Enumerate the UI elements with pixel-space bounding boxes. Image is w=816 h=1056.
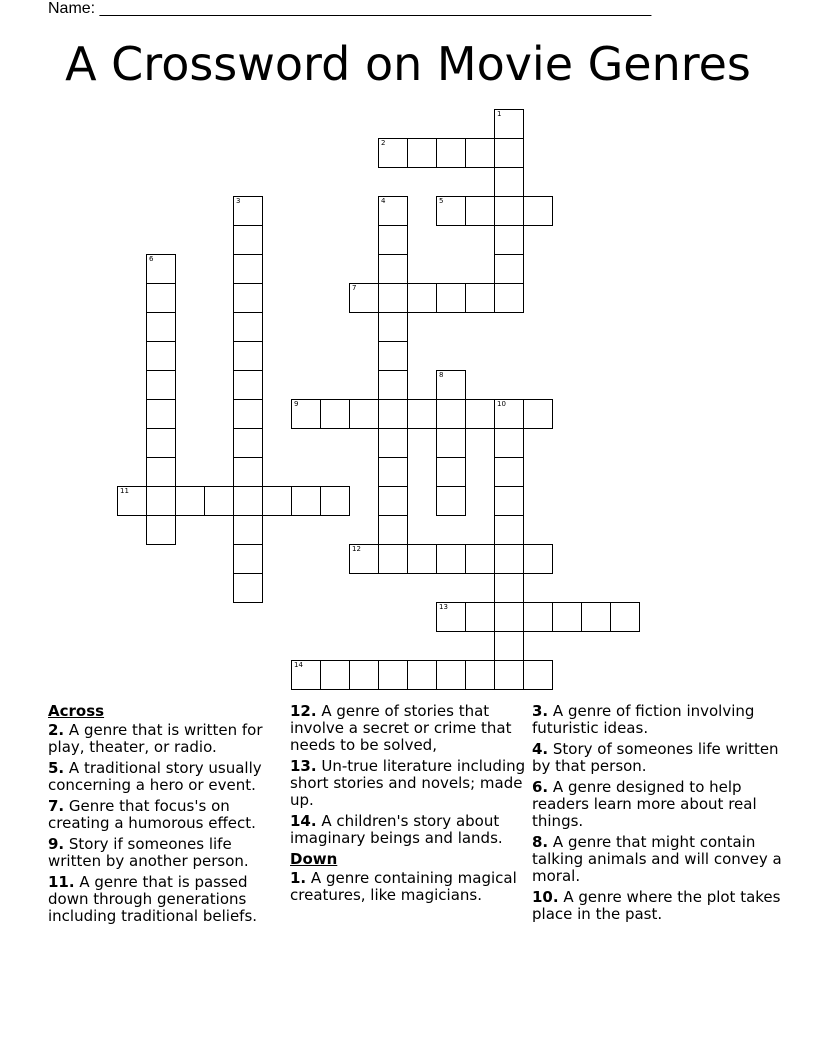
crossword-cell[interactable] bbox=[349, 544, 379, 574]
crossword-cell[interactable] bbox=[233, 254, 263, 284]
crossword-cell[interactable] bbox=[378, 341, 408, 371]
crossword-cell[interactable] bbox=[378, 138, 408, 168]
crossword-cell[interactable] bbox=[146, 486, 176, 516]
clue-across-11: 11. A genre that is passed down through generations including traditional beliefs. bbox=[48, 873, 258, 925]
crossword-cell[interactable] bbox=[436, 660, 466, 690]
crossword-cell[interactable] bbox=[146, 457, 176, 487]
crossword-cell[interactable] bbox=[349, 660, 379, 690]
crossword-cell[interactable] bbox=[320, 660, 350, 690]
crossword-cell[interactable] bbox=[291, 399, 321, 429]
crossword-cell[interactable] bbox=[378, 660, 408, 690]
clue-number: 10 bbox=[497, 400, 506, 408]
crossword-cell[interactable] bbox=[610, 602, 640, 632]
clue-number: 8 bbox=[439, 371, 444, 379]
crossword-cell[interactable] bbox=[233, 544, 263, 574]
crossword-cell[interactable] bbox=[175, 486, 205, 516]
clue-across-13: 13. Un-true literature including short stories and novels; made up. bbox=[290, 757, 526, 809]
crossword-cell[interactable] bbox=[407, 399, 437, 429]
crossword-cell[interactable] bbox=[494, 631, 524, 661]
crossword-cell[interactable] bbox=[233, 283, 263, 313]
crossword-cell[interactable] bbox=[378, 428, 408, 458]
crossword-cell[interactable] bbox=[436, 196, 466, 226]
crossword-cell[interactable] bbox=[494, 602, 524, 632]
crossword-cell[interactable] bbox=[465, 544, 495, 574]
clues-column-2 bbox=[290, 700, 528, 908]
crossword-cell[interactable] bbox=[146, 399, 176, 429]
clue-across-9: 9. Story if someones life written by another person. bbox=[48, 835, 249, 870]
crossword-cell[interactable] bbox=[494, 138, 524, 168]
crossword-cell[interactable] bbox=[494, 457, 524, 487]
crossword-cell[interactable] bbox=[233, 370, 263, 400]
crossword-cell[interactable] bbox=[494, 486, 524, 516]
clues-column-3 bbox=[532, 700, 782, 927]
crossword-cell[interactable] bbox=[494, 660, 524, 690]
crossword-cell[interactable] bbox=[146, 283, 176, 313]
clue-number: 9 bbox=[294, 400, 299, 408]
crossword-cell[interactable] bbox=[146, 428, 176, 458]
crossword-cell[interactable] bbox=[494, 544, 524, 574]
crossword-cell[interactable] bbox=[233, 341, 263, 371]
clues-column-1 bbox=[48, 700, 286, 929]
crossword-cell[interactable] bbox=[320, 486, 350, 516]
crossword-cell[interactable] bbox=[233, 486, 263, 516]
crossword-cell[interactable] bbox=[465, 602, 495, 632]
crossword-cell[interactable] bbox=[465, 660, 495, 690]
clue-across-7: 7. Genre that focus's on creating a humorous effect. bbox=[48, 797, 256, 832]
crossword-cell[interactable] bbox=[146, 254, 176, 284]
crossword-cell[interactable] bbox=[552, 602, 582, 632]
crossword-cell[interactable] bbox=[291, 486, 321, 516]
crossword-cell[interactable] bbox=[494, 196, 524, 226]
crossword-cell[interactable] bbox=[436, 602, 466, 632]
crossword-cell[interactable] bbox=[378, 544, 408, 574]
clue-number: 4 bbox=[381, 197, 386, 205]
clue-across-5: 5. A traditional story usually concerning a hero or event. bbox=[48, 759, 262, 794]
crossword-cell[interactable] bbox=[146, 341, 176, 371]
clue-number: 5 bbox=[439, 197, 444, 205]
crossword-cell[interactable] bbox=[436, 486, 466, 516]
crossword-cell[interactable] bbox=[378, 196, 408, 226]
crossword-cell[interactable] bbox=[233, 573, 263, 603]
clue-down-1: 1. A genre containing magical creatures, like magicians. bbox=[290, 869, 517, 904]
crossword-cell[interactable] bbox=[378, 283, 408, 313]
clue-number: 13 bbox=[439, 603, 448, 611]
crossword-cell[interactable] bbox=[378, 515, 408, 545]
clue-across-14: 14. A children's story about imaginary beings and lands. bbox=[290, 812, 503, 847]
crossword-cell[interactable] bbox=[233, 399, 263, 429]
crossword-cell[interactable] bbox=[523, 544, 553, 574]
clue-down-4: 4. Story of someones life written by that person. bbox=[532, 740, 779, 775]
crossword-cell[interactable] bbox=[378, 399, 408, 429]
clue-number: 11 bbox=[120, 487, 129, 495]
crossword-cell[interactable] bbox=[494, 573, 524, 603]
crossword-cell[interactable] bbox=[349, 399, 379, 429]
crossword-cell[interactable] bbox=[146, 370, 176, 400]
crossword-cell[interactable] bbox=[407, 544, 437, 574]
clue-number: 1 bbox=[497, 110, 502, 118]
crossword-cell[interactable] bbox=[378, 486, 408, 516]
crossword-cell[interactable] bbox=[465, 138, 495, 168]
clue-down-3: 3. A genre of fiction involving futuristic ideas. bbox=[532, 702, 755, 737]
crossword-cell[interactable] bbox=[494, 109, 524, 139]
down-heading: Down bbox=[290, 850, 338, 868]
clue-down-10: 10. A genre where the plot takes place in the past. bbox=[532, 888, 781, 923]
crossword-cell[interactable] bbox=[233, 225, 263, 255]
crossword-cell[interactable] bbox=[436, 428, 466, 458]
crossword-cell[interactable] bbox=[494, 167, 524, 197]
crossword-cell[interactable] bbox=[436, 370, 466, 400]
crossword-cell[interactable] bbox=[523, 399, 553, 429]
crossword-cell[interactable] bbox=[523, 602, 553, 632]
across-heading: Across bbox=[48, 702, 105, 720]
crossword-cell[interactable] bbox=[233, 196, 263, 226]
crossword-cell[interactable] bbox=[494, 515, 524, 545]
crossword-cell[interactable] bbox=[233, 457, 263, 487]
page-title: A Crossword on Movie Genres bbox=[65, 37, 751, 91]
clue-down-6: 6. A genre designed to help readers learn more about real things. bbox=[532, 778, 757, 830]
crossword-cell[interactable] bbox=[407, 283, 437, 313]
crossword-cell[interactable] bbox=[262, 486, 292, 516]
clue-number: 3 bbox=[236, 197, 241, 205]
crossword-cell[interactable] bbox=[494, 225, 524, 255]
clue-number: 7 bbox=[352, 284, 357, 292]
crossword-cell[interactable] bbox=[436, 283, 466, 313]
crossword-cell[interactable] bbox=[146, 515, 176, 545]
crossword-cell[interactable] bbox=[349, 283, 379, 313]
crossword-cell[interactable] bbox=[146, 312, 176, 342]
crossword-cell[interactable] bbox=[117, 486, 147, 516]
crossword-cell[interactable] bbox=[581, 602, 611, 632]
name-field-label: Name: ______________________________________________________________ bbox=[48, 0, 652, 17]
crossword-cell[interactable] bbox=[204, 486, 234, 516]
crossword-cell[interactable] bbox=[233, 428, 263, 458]
crossword-cell[interactable] bbox=[436, 138, 466, 168]
crossword-cell[interactable] bbox=[494, 428, 524, 458]
crossword-cell[interactable] bbox=[378, 254, 408, 284]
crossword-cell[interactable] bbox=[378, 312, 408, 342]
clue-across-2: 2. A genre that is written for play, theater, or radio. bbox=[48, 721, 263, 756]
clue-down-8: 8. A genre that might contain talking animals and will convey a moral. bbox=[532, 833, 782, 885]
crossword-cell[interactable] bbox=[494, 399, 524, 429]
clue-number: 12 bbox=[352, 545, 361, 553]
crossword-cell[interactable] bbox=[523, 196, 553, 226]
crossword-cell[interactable] bbox=[436, 544, 466, 574]
crossword-cell[interactable] bbox=[465, 399, 495, 429]
crossword-cell[interactable] bbox=[494, 283, 524, 313]
crossword-cell[interactable] bbox=[436, 457, 466, 487]
clue-number: 2 bbox=[381, 139, 386, 147]
crossword-cell[interactable] bbox=[436, 399, 466, 429]
crossword-cell[interactable] bbox=[233, 312, 263, 342]
crossword-cell[interactable] bbox=[407, 660, 437, 690]
crossword-cell[interactable] bbox=[465, 196, 495, 226]
clue-number: 6 bbox=[149, 255, 154, 263]
crossword-cell[interactable] bbox=[523, 660, 553, 690]
crossword-cell[interactable] bbox=[378, 225, 408, 255]
crossword-cell[interactable] bbox=[407, 138, 437, 168]
clue-across-12: 12. A genre of stories that involve a secret or crime that needs to be solved, bbox=[290, 702, 512, 754]
crossword-cell[interactable] bbox=[378, 457, 408, 487]
crossword-cell[interactable] bbox=[320, 399, 350, 429]
crossword-cell[interactable] bbox=[291, 660, 321, 690]
crossword-cell[interactable] bbox=[233, 515, 263, 545]
clue-number: 14 bbox=[294, 661, 303, 669]
crossword-cell[interactable] bbox=[378, 370, 408, 400]
crossword-cell[interactable] bbox=[494, 254, 524, 284]
crossword-cell[interactable] bbox=[465, 283, 495, 313]
